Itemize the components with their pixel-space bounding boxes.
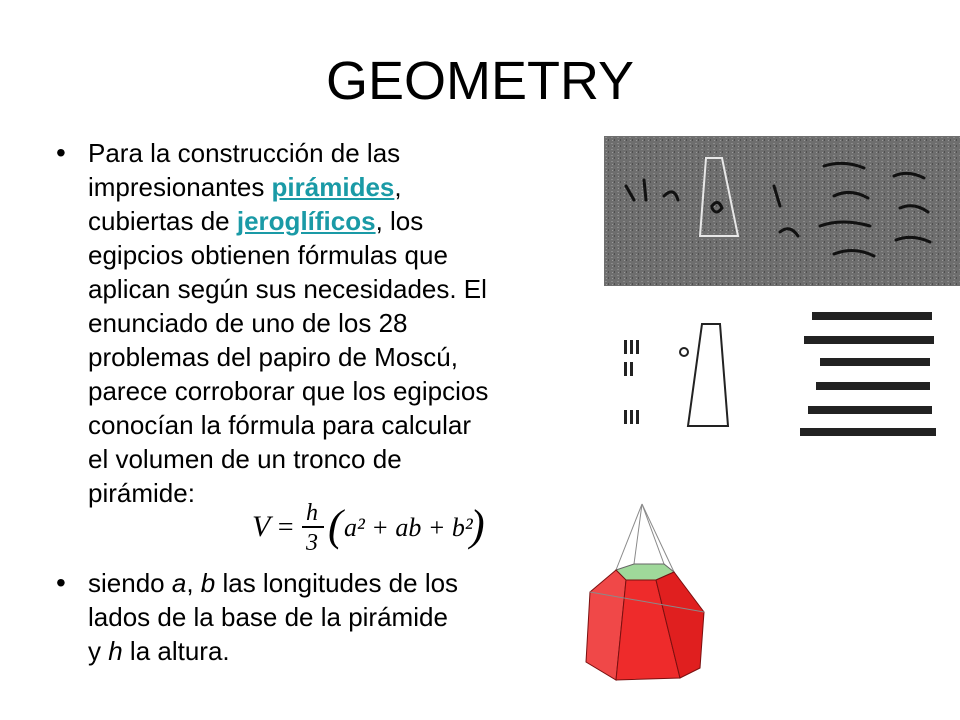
text-span: , [186,568,201,598]
papyrus-photo [604,136,960,286]
formula-open-paren: ( [328,501,343,550]
bullet-2 [56,566,556,676]
text-line: lados de la base de la pirámide [88,602,448,632]
formula-eq: = [276,512,295,543]
text-line: aplican según sus necesidades. El [88,274,487,304]
bullet-1-text [88,136,598,510]
text-span: las longitudes de los [215,568,459,598]
bullet-1 [56,136,596,516]
text-line: el volumen de un tronco de [88,444,402,474]
piramides-link[interactable]: pirámides [271,172,395,202]
formula-body: a² + ab + b² [344,513,473,542]
text-line: conocían la fórmula para calcular [88,410,471,440]
text-line: Para la construcción de las [88,138,401,168]
slide-title: GEOMETRY [325,51,635,111]
text-line [88,634,558,668]
text-line: egipcios obtienen fórmulas que [88,240,448,270]
bullet-2-text [88,566,558,668]
text-span: siendo [88,568,172,598]
text-line [88,170,598,204]
jeroglificos-link[interactable]: jeroglíficos [236,206,376,236]
text-span: , [394,172,402,202]
text-span: cubiertas de [88,206,237,236]
formula-denominator: 3 [306,530,318,556]
volume-formula [248,496,488,558]
text-line: pirámide: [88,478,195,508]
formula-numerator: h [306,500,318,526]
text-line [88,566,558,600]
text-span: , los [375,206,424,236]
text-span: impresionantes [88,172,272,202]
var-h: h [108,636,123,666]
text-span: la altura. [122,636,230,666]
var-a: a [171,568,187,598]
text-line: problemas del papiro de Moscú, [88,342,458,372]
moscow-papyrus-image [604,136,960,438]
pyramid-frustum-image [576,492,716,692]
text-span: y [88,636,109,666]
pyramid-apex-lines [616,504,674,572]
text-line: parece corroborar que los egipcios [88,376,489,406]
formula-close-paren: ) [470,501,485,550]
text-line: enunciado de uno de los 28 [88,308,408,338]
text-line [88,204,598,238]
bullet-dot: • [56,137,66,168]
var-b: b [200,568,216,598]
bullet-dot: • [56,567,66,598]
formula-lhs: V [252,510,271,543]
